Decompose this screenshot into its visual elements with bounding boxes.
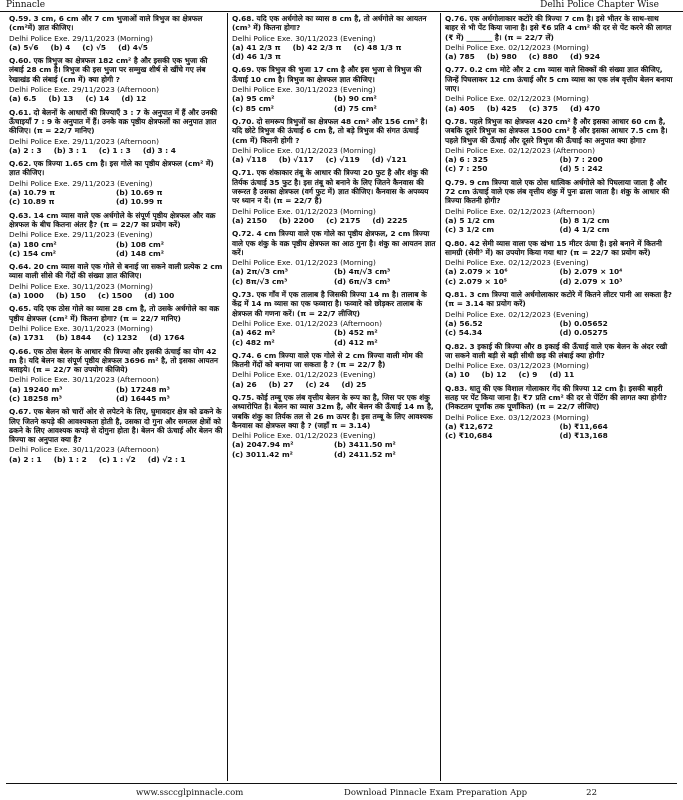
answer-option: (b) 17248 m³ [116,384,170,394]
answer-option: (b) 27 [268,379,294,389]
answer-option: (a) 56.52 [445,318,483,328]
exam-source: Delhi Police Exe. 29/11/2023 (Afternoon) [9,85,159,95]
question-text-line [232,351,436,370]
question-block [445,384,674,441]
answer-options [9,333,223,342]
question-block [445,65,674,112]
exam-source: Delhi Police Exe. 30/11/2023 (Afternoon) [9,445,159,455]
question-number: Q.61. [9,107,32,117]
answer-option: (d) 12 [121,94,147,104]
question-text-line [445,117,674,145]
answer-option: (b) 7 : 200 [559,155,603,165]
question-block [445,117,674,174]
answer-option: (a) 1000 [9,291,44,301]
column-2 [227,13,441,781]
question-text-line [232,290,436,318]
answer-option: (a) 10.79 π [9,188,56,198]
answer-options [9,188,223,207]
answer-option: (b) 2.079 × 10⁴ [559,267,623,277]
answer-option: (d) 3 : 4 [142,145,176,155]
answer-option: (c) 375 [528,103,558,113]
answer-option: (b) 3 : 1 [53,145,87,155]
question-block [232,168,436,225]
question-number: Q.63. [9,210,32,220]
answer-options [9,385,223,404]
answer-option: (b) 980 [486,52,517,62]
question-text: 42 सेमी व्यास वाला एक खंभा 15 मीटर ऊंचा है। इसे बनाने में कितनी सामग्री (सेमी³ में) का उपयोग किया गया था? (π = 22/7 का प्रयोग करें) [445,238,662,257]
exam-source: Delhi Police Exe. 01/12/2023 (Morning) [232,145,376,155]
column-1 [5,13,227,781]
question-block [232,117,436,164]
question-block [232,393,436,459]
question-text: यदि एक अर्धगोले का व्यास 8 cm है, तो अर्धगोले का आयतन (cm³ में) कितना होगा? [232,14,427,33]
answer-option: (d) 5 : 242 [559,164,603,174]
page-header [6,0,677,11]
question-text-line [9,14,223,33]
answer-option: (b) 1 : 2 [53,454,87,464]
answer-option: (d) 2225 [372,215,408,225]
question-number: Q.76. [445,14,468,23]
answer-option: (d) 6π/√3 cm³ [334,276,391,286]
question-number: Q.68. [232,14,255,23]
question-columns [5,13,678,781]
answer-option: (b) 10.69 π [116,188,163,198]
publisher-name: Pinnacle [6,0,46,10]
answer-option: (c) 10.89 π [9,197,55,207]
question-block [445,178,674,235]
question-text-line [445,14,674,42]
exam-source: Delhi Police Exe. 02/12/2023 (Morning) [445,42,589,52]
answer-options [445,155,674,174]
answer-option: (c) √5 [82,42,107,52]
answer-options [445,267,674,286]
answer-option: (d) 412 m² [334,337,378,347]
question-text-line [9,304,223,323]
question-number: Q.70. [232,116,255,126]
answer-options [232,267,436,286]
answer-option: (c) 2.079 × 10⁵ [445,276,507,286]
question-text-line [9,262,223,281]
answer-option: (d) 470 [569,103,600,113]
answer-option: (d) 25 [341,379,367,389]
answer-option: (b) 12 [481,370,507,380]
question-block [232,14,436,61]
question-text: दो बेलनों के आधारों की त्रिज्याएँ 3 : 7 के अनुपात में हैं और उनकी ऊँचाइयाँ 7 : 9 के अनुपात में हैं। उनके वक्र पृष्ठीय क्षेत्रफलों का अनुपात ज्ञात कीजिए। (π = 22/7 मानिए) [9,107,218,136]
question-block [445,290,674,337]
question-text-line [232,168,436,205]
question-number: Q.73. [232,290,255,300]
answer-options [232,216,436,225]
answer-option: (a) 2150 [232,215,267,225]
exam-source: Delhi Police Exe. 02/12/2023 (Evening) [445,258,589,268]
answer-option: (a) 405 [445,103,475,113]
question-text-line [445,342,674,361]
question-text-line [232,393,436,430]
answer-option: (a) 26 [232,379,257,389]
answer-option: (c) 1232 [103,333,138,343]
answer-option: (c) 7 : 250 [445,164,488,174]
answer-option: (b) 90 cm² [334,94,377,104]
answer-option: (a) 5 1/2 cm [445,215,495,225]
question-text: कोई तम्बू एक लंब वृत्तीय बेलन के रूप का है, जिस पर एक शंकु अध्यारोपित है। बेलन का व्यास 32m है, और बेलन की ऊँचाई 14 m है, जबकि शंकु का तिर्यक तल से 26 m ऊपर है। इस तम्बू के लिए आवश्यक कैनवास का क्षेत्रफल क्या है ? (जहाँ π = 3.14) [232,392,434,430]
question-text: एक त्रिभुज की भुजा 17 cm है और इस भुजा से त्रिभुज की ऊँचाई 10 cm है। त्रिभुज का क्षेत्रफल ज्ञात कीजिए। [232,65,422,84]
answer-option: (a) 1731 [9,333,44,343]
exam-source: Delhi Police Exe. 01/12/2023 (Evening) [232,431,376,441]
question-text-line [445,65,674,93]
answer-option: (b) √117 [278,155,314,165]
question-text-line [9,108,223,136]
question-number: Q.62. [9,159,32,169]
answer-option: (a) 2 : 3 [9,145,42,155]
answer-option: (d) 16445 m³ [116,393,170,403]
question-text-line [445,384,674,412]
answer-option: (b) 8 1/2 cm [559,215,610,225]
question-text-line [445,178,674,206]
question-block [9,347,223,404]
chapter-title: Delhi Police Chapter Wise [540,0,659,10]
exam-source: Delhi Police Exe. 29/11/2023 (Evening) [9,230,153,240]
question-text: 6 cm त्रिज्या वाले एक गोले से 2 cm त्रिज्या वाली मोम की कितनी गेंदों को बनाया जा सकता है ? (π = 22/7 है) [232,350,423,370]
answer-option: (d) 2411.52 m² [334,449,396,459]
answer-option: (a) 462 m² [232,328,276,338]
question-block [445,14,674,61]
answer-option: (d) 100 [144,291,175,301]
question-block [9,407,223,464]
answer-options [232,94,436,113]
answer-option: (b) 1844 [55,333,92,343]
question-text: एक बेलन को चारों ओर से लपेटने के लिए, घुमावदार क्षेत्र को ढकने के लिए जितने कपड़े की आवश्यकता होती है, उसका दो गुना और समतल क्षेत्रों को ढकने के लिए आवश्यक कपड़े से दोगुना होता है। बेलन की ऊंचाई और बेलन की त्रिज्या का अनुपात क्या है? [9,407,223,445]
answer-option: (b) 4π/√3 cm³ [334,267,391,277]
answer-option: (d) 2.079 × 10³ [559,276,623,286]
page-footer [6,783,677,800]
question-block [232,351,436,389]
question-number: Q.60. [9,56,32,66]
answer-option: (a) 180 cm² [9,239,57,249]
exam-source: Delhi Police Exe. 03/12/2023 (Morning) [445,412,589,422]
answer-options [9,240,223,259]
answer-option: (d) 10.99 π [116,197,163,207]
question-number: Q.65. [9,304,32,314]
header-rule [0,11,683,12]
question-text: एक त्रिज्या 1.65 cm है। इस गोले का पृष्ठीय क्षेत्रफल (cm² में) ज्ञात कीजिए। [9,159,214,178]
question-text-line [445,239,674,258]
answer-option: (a) 5√6 [9,42,39,52]
question-text-line [232,65,436,84]
question-number: Q.79. [445,177,468,187]
answer-option: (c) 1 : √2 [98,454,136,464]
answer-options [232,440,436,459]
question-number: Q.83. [445,383,468,393]
answer-option: (a) 41 2/3 π [232,42,281,52]
answer-options [9,455,223,464]
answer-option: (c) 9 [518,370,538,380]
answer-option: (d) 0.05275 [559,328,608,338]
question-text-line [9,159,223,178]
question-number: Q.81. [445,290,468,300]
answer-option: (c) ₹10,684 [445,431,493,441]
question-text: एक शंकाकार तंबू के आधार की त्रिज्या 20 फुट है और शंकु की तिर्यक ऊंचाई 35 फुट है। इस तंबू को बनाने के लिए जितने कैनवास की जरूरत है उसका क्षेत्रफल (वर्ग फुट में) ज्ञात कीजिए। कैनवास के अपव्यय पर ध्यान न दें। (π = 22/7 है) [232,168,429,206]
answer-options [9,291,223,300]
answer-option: (a) 2047.94 m² [232,440,294,450]
question-number: Q.80. [445,238,468,248]
answer-option: (c) 18258 m³ [9,393,62,403]
question-text-line [9,211,223,230]
answer-option: (a) 785 [445,52,475,62]
exam-source: Delhi Police Exe. 01/12/2023 (Evening) [232,370,376,380]
answer-option: (b) 0.05652 [559,318,608,328]
answer-option: (c) 880 [528,52,558,62]
answer-option: (d) 46 1/3 π [232,52,281,62]
answer-options [9,94,223,103]
question-text-line [232,229,436,257]
answer-option: (a) 2 : 1 [9,454,42,464]
question-text-line [445,290,674,309]
answer-option: (b) ₹11,664 [559,421,608,431]
answer-option: (d) 924 [569,52,600,62]
question-text-line [232,117,436,145]
answer-option: (b) 4 [50,42,71,52]
answer-options [445,422,674,441]
answer-option: (b) 425 [486,103,517,113]
question-text-line [9,56,223,84]
question-text: एक त्रिभुज का क्षेत्रफल 182 cm² है और इसकी एक भुजा की लंबाई 28 cm है। त्रिभुज की इस भुजा पर सम्मुख शीर्ष से खींचे गए लंब रेखाखंड की लंबाई (cm में) क्या होगी ? [9,56,208,84]
answer-option: (c) 2175 [326,215,361,225]
question-block [232,229,436,286]
answer-option: (c) 3011.42 m² [232,449,293,459]
answer-option: (d) 75 cm² [334,103,377,113]
question-number: Q.74. [232,350,255,360]
exam-source: Delhi Police Exe. 03/12/2023 (Morning) [445,361,589,371]
answer-option: (a) 2π/√3 cm³ [232,267,288,277]
question-text: धातु की एक विशाल गोलाकार गेंद की त्रिज्या 12 cm है। इसकी बाहरी सतह पर पेंट किया जाना है। ₹7 प्रति cm² की दर से पेंटिंग की लागत क्या होगी? (निकटतम पूर्णांक तक पूर्णांकित) (π = 22/7 लीजिए) [445,383,668,412]
answer-option: (a) 95 cm² [232,94,275,104]
exam-source: Delhi Police Exe. 30/11/2023 (Morning) [9,323,153,333]
answer-options [9,43,223,52]
question-text: यदि एक ठोस गोले का व्यास 28 cm है, तो उसके अर्धगोले का वक्र पृष्ठीय क्षेत्रफल (cm² में) कितना होगा? (π = 22/7 मानिए) [9,304,220,323]
answer-options [445,52,674,61]
website-link[interactable]: www.ssccglpinnacle.com [136,788,244,798]
answer-option: (a) 6 : 325 [445,155,488,165]
answer-options [445,319,674,338]
exam-source: Delhi Police Exe. 02/12/2023 (Morning) [445,94,589,104]
question-block [9,304,223,342]
question-text: 4 cm त्रिज्या वाले एक गोले का पृष्ठीय क्षेत्रफल, 2 cm त्रिज्या वाले एक शंकु के वक्र पृष्ठीय क्षेत्रफल का आठ गुना है। शंकु का आयतन ज्ञात करें। [232,229,436,257]
answer-option: (c) 482 m² [232,337,275,347]
answer-options [445,104,674,113]
app-promo: Download Pinnacle Exam Preparation App [344,788,528,798]
answer-options [445,370,674,379]
question-block [232,65,436,112]
question-text: पहले त्रिभुज का क्षेत्रफल 420 cm² है और इसका आधार 60 cm है, जबकि दूसरे त्रिभुज का क्षेत्रफल 1500 cm² है और इसका आधार 7.5 cm है। पहले त्रिभुज की ऊँचाई और दूसरे त्रिभुज की ऊँचाई का अनुपात क्या होगा? [445,116,668,145]
answer-options [232,380,436,389]
answer-options [232,43,436,62]
answer-option: (a) ₹12,672 [445,421,493,431]
answer-option: (b) 3411.50 m² [334,440,396,450]
answer-options [9,146,223,155]
answer-option: (a) 19240 m³ [9,384,63,394]
answer-option: (d) 11 [549,370,575,380]
question-block [445,342,674,380]
question-block [9,108,223,155]
answer-option: (b) 108 cm² [116,239,164,249]
answer-option: (a) 2.079 × 10⁶ [445,267,508,277]
answer-option: (c) 54.34 [445,328,483,338]
question-text: 9 cm त्रिज्या वाले एक ठोस धात्विक अर्धगोले को पिघलाया जाता है और 72 cm ऊंचाई वाले एक लंब वृत्तीय शंकु में पुनः ढाला जाता है। शंकु के आधार की त्रिज्या कितनी होगी? [445,177,670,206]
answer-option: (c) 3 1/2 cm [445,225,495,235]
question-text: 3 इकाई की त्रिज्या और 8 इकाई की ऊँचाई वाले एक बेलन के अंदर रखी जा सकने वाली बड़ी से बड़ी सीधी छड़ की लंबाई क्या होगी? [445,341,668,360]
exam-source: Delhi Police Exe. 30/11/2023 (Evening) [232,33,376,43]
answer-options [445,216,674,235]
exam-source: Delhi Police Exe. 29/11/2023 (Morning) [9,33,153,43]
question-text: 14 cm व्यास वाले एक अर्धगोले के संपूर्ण पृष्ठीय क्षेत्रफल और वक्र क्षेत्रफल के बीच कितना अंतर है? (π = 22/7 का प्रयोग करें) [9,210,216,229]
question-number: Q.66. [9,346,32,356]
question-number: Q.77. [445,65,468,75]
question-text: 20 cm व्यास वाले एक गोले से बनाई जा सकने वाली प्रत्येक 2 cm व्यास वाली सीसे की गेंदों की संख्या ज्ञात कीजिए। [9,262,223,281]
answer-option: (b) 13 [48,94,74,104]
question-text: एक गाँव में एक तालाब है जिसकी त्रिज्या 14 m है। तालाब के केंद्र में 14 m व्यास का एक फव्वारा है। फव्वारे को छोड़कर तालाब के क्षेत्रफल की गणना करें। (π = 22/7 लीजिए) [232,290,427,318]
question-block [9,262,223,300]
question-number: Q.67. [9,407,32,417]
question-block [232,290,436,347]
exam-source: Delhi Police Exe. 29/11/2023 (Evening) [9,178,153,188]
answer-option: (c) 85 cm² [232,103,274,113]
answer-option: (c) 1500 [97,291,133,301]
exam-source: Delhi Police Exe. 30/11/2023 (Evening) [232,85,376,95]
question-text-line [9,407,223,444]
exam-source: Delhi Police Exe. 02/12/2023 (Afternoon) [445,206,595,216]
answer-option: (c) 1 : 3 [98,145,131,155]
question-text: एक अर्धगोलाकार कटोरे की त्रिज्या 7 cm है। इसे भीतर के साथ-साथ बाहर से भी पेंट किया जाना है। इसे ₹6 प्रति 4 cm² की दर से पेंट करने की लागत (₹ में) _______ है। (π = 22/7 लें) [445,14,672,42]
question-block [9,159,223,206]
exam-source: Delhi Police Exe. 01/12/2023 (Morning) [232,206,376,216]
question-text: 3 cm, 6 cm और 7 cm भुजाओं वाले त्रिभुज का क्षेत्रफल (cm²में) ज्ञात कीजिए। [9,14,203,33]
question-number: Q.75. [232,392,255,402]
answer-option: (b) 452 m² [334,328,378,338]
exam-source: Delhi Police Exe. 01/12/2023 (Morning) [232,258,376,268]
answer-option: (d) √2 : 1 [147,454,186,464]
answer-options [232,328,436,347]
answer-option: (c) 154 cm² [9,248,57,258]
column-3 [441,13,678,781]
question-text: 0.2 cm मोटे और 2 cm व्यास वाले सिक्कों की संख्या ज्ञात कीजिए, जिन्हें पिघलाकर 12 cm ऊंचाई और 5 cm व्यास का एक लंब वृत्तीय बेलन बनाया जाए। [445,65,673,94]
question-block [445,239,674,286]
question-text: एक ठोस बेलन के आधार की त्रिज्या और इसकी ऊंचाई का योग 42 m है। यदि बेलन का संपूर्ण पृष्ठीय क्षेत्रफल 3696 m² है, तो इसका आयतन बताइये। (π = 22/7 का उपयोग कीजिये) [9,346,219,375]
question-number: Q.78. [445,116,468,126]
page-number: 22 [586,788,597,798]
question-block [9,211,223,258]
question-number: Q.64. [9,262,32,272]
answer-option: (d) 4 1/2 cm [559,225,610,235]
answer-option: (d) 148 cm² [116,248,164,258]
exam-source: Delhi Police Exe. 29/11/2023 (Afternoon) [9,136,159,146]
question-text: 3 cm त्रिज्या वाले अर्धगोलाकार कटोरे में कितने लीटर पानी आ सकता है? (π = 3.14 का प्रयोग करें) [445,290,672,309]
answer-option: (c) 8π/√3 cm³ [232,276,288,286]
exam-source: Delhi Police Exe. 30/11/2023 (Morning) [9,281,153,291]
answer-option: (d) ₹13,168 [559,431,608,441]
answer-option: (a) 6.5 [9,94,37,104]
question-block [9,14,223,52]
answer-option: (d) 4√5 [118,42,148,52]
answer-option: (b) 42 2/3 π [292,42,342,52]
exam-source: Delhi Police Exe. 02/12/2023 (Afternoon) [445,145,595,155]
exam-source: Delhi Police Exe. 02/12/2023 (Evening) [445,309,589,319]
question-text: दो समरूप त्रिभुजों का क्षेत्रफल 48 cm² और 156 cm² है। यदि छोटे त्रिभुज की ऊंचाई 6 cm है, तो बड़े त्रिभुज की संगत ऊंचाई (cm में) कितनी होगी ? [232,116,428,145]
answer-option: (b) 150 [55,291,86,301]
question-number: Q.59. [9,14,32,23]
answer-option: (d) 1764 [149,333,185,343]
answer-option: (a) 10 [445,370,470,380]
question-number: Q.69. [232,65,255,75]
answer-option: (a) √118 [232,155,267,165]
exam-source: Delhi Police Exe. 01/12/2023 (Afternoon) [232,318,382,328]
answer-option: (c) 14 [85,94,110,104]
question-text-line [232,14,436,33]
question-block [9,56,223,103]
answer-option: (c) 24 [305,379,330,389]
question-number: Q.71. [232,168,255,178]
answer-options [232,155,436,164]
answer-option: (c) √119 [325,155,360,165]
answer-option: (b) 2200 [278,215,315,225]
exam-source: Delhi Police Exe. 30/11/2023 (Afternoon) [9,375,159,385]
question-number: Q.82. [445,341,468,351]
question-number: Q.72. [232,229,255,239]
answer-option: (c) 48 1/3 π [353,42,402,52]
answer-option: (d) √121 [371,155,407,165]
question-text-line [9,347,223,375]
